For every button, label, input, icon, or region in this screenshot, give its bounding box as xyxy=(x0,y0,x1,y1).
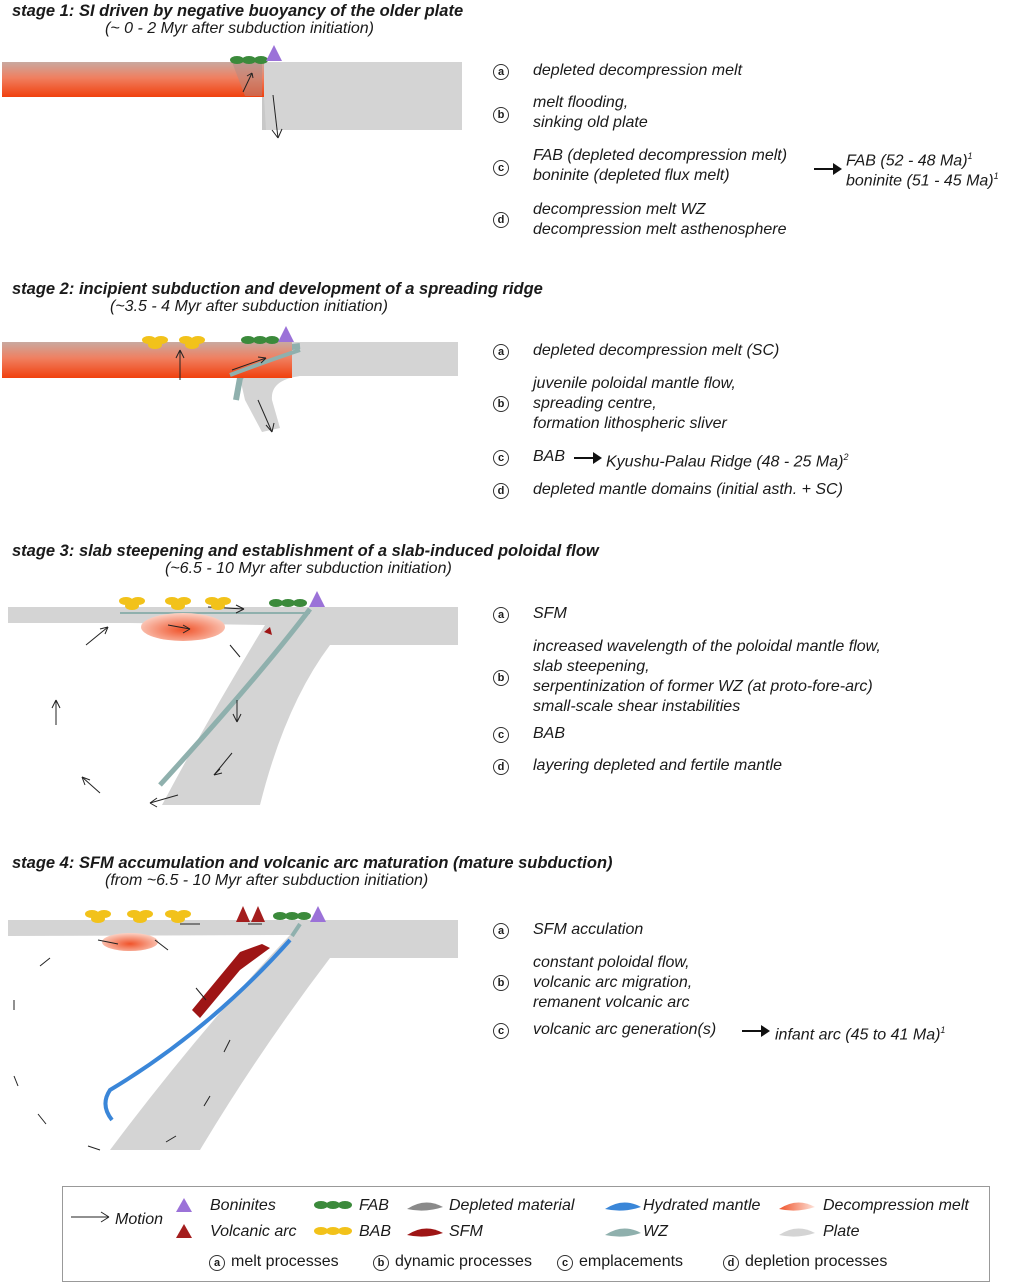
item-text: increased wavelength of the poloidal mantle flow, xyxy=(533,638,881,655)
badge-c: c xyxy=(493,450,509,466)
result-arrow xyxy=(814,168,836,170)
plate xyxy=(8,920,458,1150)
legend-boninites: Boninites xyxy=(210,1197,276,1214)
item-text: melt flooding, xyxy=(533,94,629,111)
wz-icon xyxy=(603,1225,643,1239)
item-text: depleted mantle domains (initial asth. + SC) xyxy=(533,481,843,498)
legend-fab: FAB xyxy=(359,1197,389,1214)
legend-depletion-processes: depletion processes xyxy=(745,1253,888,1270)
badge-c: c xyxy=(493,160,509,176)
melt-band xyxy=(2,342,292,378)
legend-emplacements: emplacements xyxy=(579,1253,684,1270)
legend-depleted: Depleted material xyxy=(449,1197,575,1214)
item-text: SFM acculation xyxy=(533,921,644,938)
legend-badge-c: c xyxy=(557,1255,573,1271)
stage-2-diagram xyxy=(0,320,480,440)
item-text: FAB (depleted decompression melt) xyxy=(533,147,788,164)
legend-bab: BAB xyxy=(359,1223,392,1240)
legend xyxy=(62,1186,990,1282)
item-text: decompression melt WZ xyxy=(533,201,706,218)
stage-2-subtitle: (~3.5 - 4 Myr after subduction initiation) xyxy=(110,298,388,315)
bab-icon xyxy=(313,1225,353,1237)
item-text: juvenile poloidal mantle flow, xyxy=(533,375,736,392)
badge-d: d xyxy=(493,212,509,228)
badge-a: a xyxy=(493,607,509,623)
badge-b: b xyxy=(493,670,509,686)
badge-a: a xyxy=(493,923,509,939)
boninite-symbol xyxy=(266,45,282,61)
item-text: SFM xyxy=(533,605,567,622)
stage-1-diagram xyxy=(0,40,480,160)
stage-4-subtitle: (from ~6.5 - 10 Myr after subduction initiation) xyxy=(105,872,429,889)
badge-c: c xyxy=(493,727,509,743)
item-text: decompression melt asthenosphere xyxy=(533,221,787,238)
stage-3-diagram xyxy=(0,585,480,815)
item-text: slab steepening, xyxy=(533,658,650,675)
stage-1-title: stage 1: SI driven by negative buoyancy of the older plate xyxy=(12,2,464,20)
item-text: volcanic arc migration, xyxy=(533,974,693,991)
item-text: volcanic arc generation(s) xyxy=(533,1021,717,1038)
item-text: small-scale shear instabilities xyxy=(533,698,741,715)
badge-d: d xyxy=(493,483,509,499)
item-text: spreading centre, xyxy=(533,395,657,412)
legend-wz: WZ xyxy=(643,1223,668,1240)
badge-a: a xyxy=(493,64,509,80)
boninite-symbol xyxy=(309,591,325,607)
legend-dynamic-processes: dynamic processes xyxy=(395,1253,532,1270)
item-text: BAB xyxy=(533,725,566,742)
fab-symbol xyxy=(273,912,311,920)
item-text: BAB xyxy=(533,448,566,465)
boninite-icon xyxy=(175,1197,193,1213)
result-arrow xyxy=(742,1030,764,1032)
boninite-symbol xyxy=(310,906,326,922)
volcanic-arc-symbol xyxy=(236,906,250,922)
melt-lens xyxy=(141,613,225,641)
fab-symbol xyxy=(241,336,279,344)
item-text: depleted decompression melt (SC) xyxy=(533,342,780,359)
plate-right xyxy=(262,62,462,130)
item-text: remanent volcanic arc xyxy=(533,994,690,1011)
badge-b: b xyxy=(493,396,509,412)
stage-2-title: stage 2: incipient subduction and development of a spreading ridge xyxy=(12,280,543,298)
sfm-icon xyxy=(405,1225,445,1239)
item-text: depleted decompression melt xyxy=(533,62,743,79)
item-text: layering depleted and fertile mantle xyxy=(533,757,783,774)
fab-icon xyxy=(313,1199,353,1211)
legend-badge-b: b xyxy=(373,1255,389,1271)
legend-decompression: Decompression melt xyxy=(823,1197,969,1214)
depleted-melt-band xyxy=(2,62,264,97)
result-text: boninite (51 - 45 Ma)$^1$ xyxy=(846,171,999,190)
stage-4-diagram xyxy=(0,900,480,1162)
motion-arrow-icon xyxy=(69,1209,113,1225)
boninite-symbol xyxy=(278,326,294,342)
item-text: boninite (depleted flux melt) xyxy=(533,167,730,184)
hydrated-icon xyxy=(603,1199,643,1213)
badge-a: a xyxy=(493,344,509,360)
plate-icon xyxy=(777,1225,817,1239)
badge-b: b xyxy=(493,107,509,123)
legend-badge-d: d xyxy=(723,1255,739,1271)
item-text: constant poloidal flow, xyxy=(533,954,690,971)
decompression-icon xyxy=(777,1199,817,1213)
volcanic-arc-icon xyxy=(175,1223,193,1239)
result-text: infant arc (45 to 41 Ma)$^1$ xyxy=(775,1025,946,1044)
item-text: formation lithospheric sliver xyxy=(533,415,727,432)
result-arrow xyxy=(574,457,596,459)
legend-badge-a: a xyxy=(209,1255,225,1271)
badge-d: d xyxy=(493,759,509,775)
item-text: serpentinization of former WZ (at proto-fore-arc) xyxy=(533,678,873,695)
item-text: sinking old plate xyxy=(533,114,648,131)
badge-c: c xyxy=(493,1023,509,1039)
stage-4-title: stage 4: SFM accumulation and volcanic arc maturation (mature subduction) xyxy=(12,854,613,872)
volcanic-arc-symbol xyxy=(251,906,265,922)
stage-3-title: stage 3: slab steepening and establishment of a slab-induced poloidal flow xyxy=(12,542,599,560)
legend-volcanic-arc: Volcanic arc xyxy=(210,1223,297,1240)
fab-symbol xyxy=(269,599,307,607)
stage-1-subtitle: (~ 0 - 2 Myr after subduction initiation) xyxy=(105,20,375,37)
result-text: Kyushu-Palau Ridge (48 - 25 Ma)$^2$ xyxy=(606,452,849,471)
legend-melt-processes: melt processes xyxy=(231,1253,339,1270)
result-text: FAB (52 - 48 Ma)$^1$ xyxy=(846,151,973,170)
badge-b: b xyxy=(493,975,509,991)
legend-hydrated: Hydrated mantle xyxy=(643,1197,761,1214)
fab-symbol xyxy=(230,56,268,64)
depleted-icon xyxy=(405,1199,445,1213)
legend-motion: Motion xyxy=(115,1211,164,1228)
stage-3-subtitle: (~6.5 - 10 Myr after subduction initiation) xyxy=(165,560,452,577)
legend-sfm: SFM xyxy=(449,1223,483,1240)
legend-plate: Plate xyxy=(823,1223,860,1240)
